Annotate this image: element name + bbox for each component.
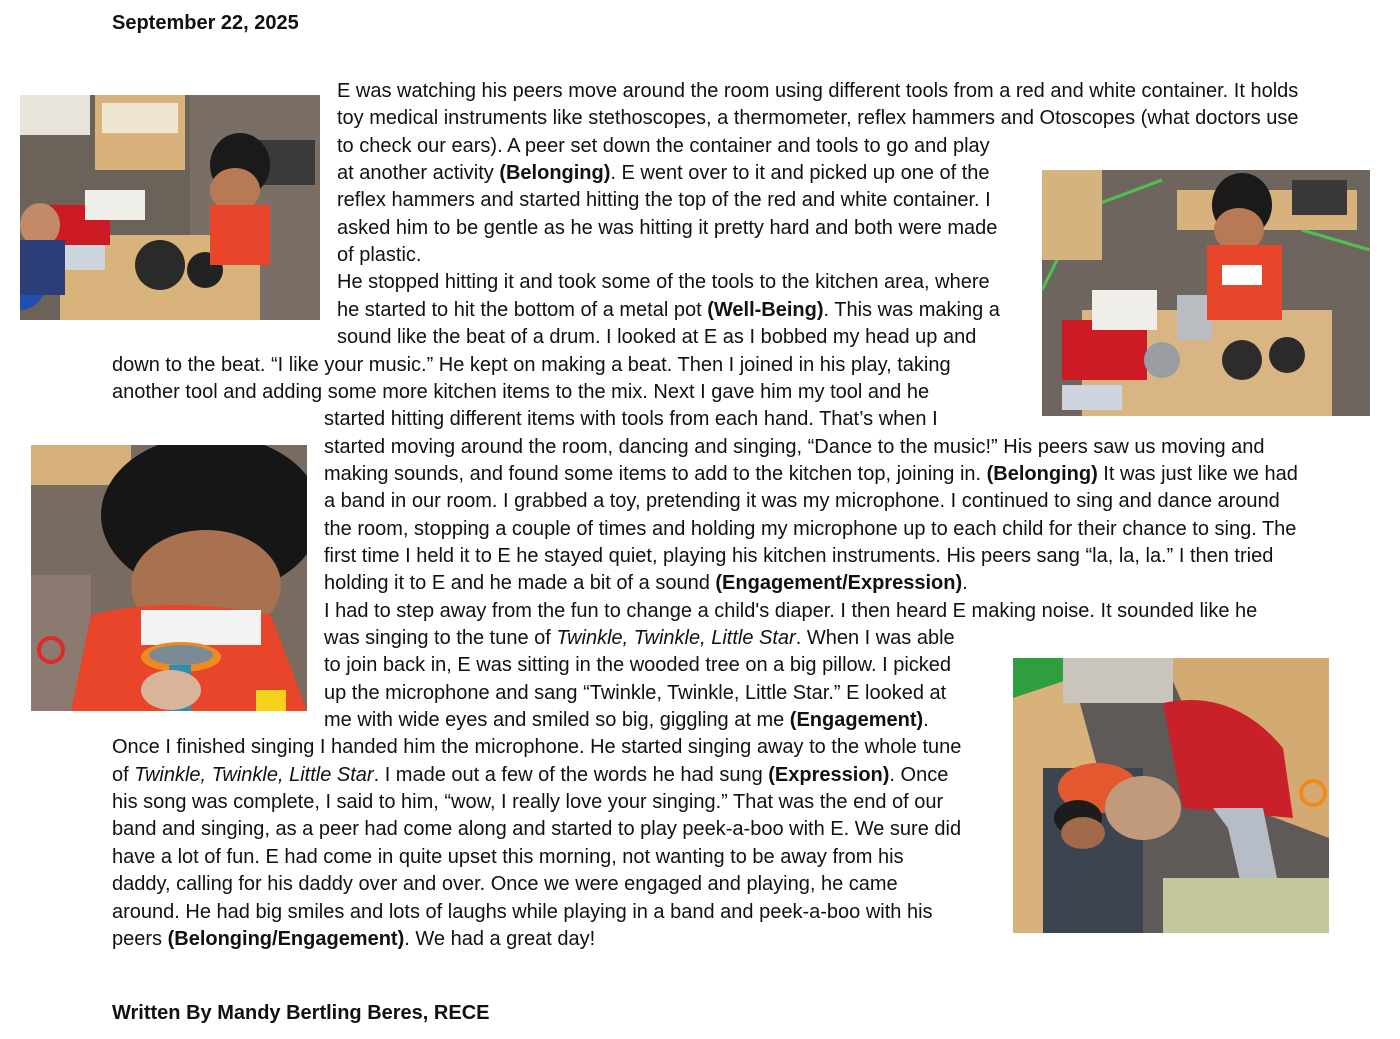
story-text: . We had a great day!	[404, 927, 596, 950]
story-text: a band in our room. I grabbed a toy, pretending it was my microphone. I continued to sing and dance around	[324, 490, 1280, 513]
story-line	[112, 816, 961, 843]
story-line	[112, 926, 595, 953]
story-line	[112, 789, 943, 816]
story-text: asked him to be gentle as he was hitting it pretty hard and both were made	[337, 216, 998, 239]
song-title: Twinkle, Twinkle, Little Star	[134, 763, 374, 786]
reflection-tag: (Well-Being)	[707, 298, 824, 321]
story-line	[337, 133, 990, 160]
story-line	[112, 762, 948, 789]
story-text: . I made out a few of the words he had sung	[373, 763, 769, 786]
story-line	[324, 488, 1280, 515]
song-title: Twinkle, Twinkle, Little Star	[556, 627, 796, 649]
story-line	[112, 352, 951, 379]
story-text: his song was complete, I said to him, “wow, I really love your singing.” That was the end of our	[112, 791, 944, 814]
story-text: . E went over to it and picked up one of the	[610, 162, 990, 185]
story-line	[112, 844, 904, 871]
story-line	[324, 680, 946, 707]
photo-kitchen-play-2	[1042, 170, 1370, 416]
story-text: reflex hammers and started hitting the top of the red and white container. I	[337, 189, 991, 212]
story-text: band and singing, as a peer had come along and started to play peek-a-boo with E. We sure did	[112, 818, 962, 841]
reflection-tag: (Expression)	[768, 763, 890, 786]
story-text: toy medical instruments like stethoscopes, a thermometer, reflex hammers and Otoscopes (what doctors use	[337, 107, 1299, 130]
reflection-tag: (Engagement/Expression)	[715, 572, 963, 595]
story-line	[324, 516, 1296, 543]
story-text: at another activity	[337, 162, 500, 185]
story-text: .	[923, 709, 929, 732]
story-line	[324, 543, 1273, 570]
story-line	[337, 187, 991, 214]
story-text: . When I was able	[795, 627, 955, 649]
reflection-tag: (Belonging)	[499, 162, 611, 185]
story-text: down to the beat. “I like your music.” He kept on making a beat. Then I joined in his play, taking	[112, 353, 951, 376]
reflection-tag: (Engagement)	[789, 709, 924, 732]
story-text: have a lot of fun. E had come in quite upset this morning, not wanting to be away from his	[112, 845, 904, 868]
story-line	[324, 652, 951, 679]
story-line	[337, 160, 990, 187]
story-text: first time I held it to E he stayed quiet, playing his kitchen instruments. His peers sang “la, la, la.” I then tried	[324, 544, 1274, 567]
story-line	[337, 215, 997, 242]
reflection-tag: (Belonging)	[986, 462, 1098, 485]
author-signature: Written By Mandy Bertling Beres, RECE	[112, 1002, 490, 1024]
story-line	[324, 434, 1265, 461]
story-line	[337, 105, 1299, 132]
story-line	[337, 269, 990, 296]
story-line	[324, 707, 929, 734]
story-line	[337, 297, 1000, 324]
story-text: of	[112, 763, 135, 786]
story-line	[324, 461, 1298, 488]
story-text: started moving around the room, dancing and singing, “Dance to the music!” His peers saw us moving and	[324, 435, 1265, 458]
story-text: He stopped hitting it and took some of the tools to the kitchen area, where	[337, 271, 990, 294]
story-line	[112, 379, 929, 406]
story-line	[112, 871, 898, 898]
story-line	[337, 242, 421, 269]
story-line	[324, 598, 1257, 625]
story-text: It was just like we had	[1097, 462, 1298, 485]
story-text: holding it to E and he made a bit of a sound	[324, 572, 716, 595]
story-text: started hitting different items with tools from each hand. That’s when I	[324, 408, 938, 431]
story-text: I had to step away from the fun to change a child's diaper. I then heard E making noise. It sounded like he	[324, 599, 1258, 622]
story-text: the room, stopping a couple of times and holding my microphone up to each child for their chance to sing. The	[324, 517, 1297, 540]
story-text: he started to hit the bottom of a metal pot	[337, 298, 708, 321]
story-text: sound like the beat of a drum. I looked at E as I bobbed my head up and	[337, 326, 977, 349]
story-text: me with wide eyes and smiled so big, giggling at me	[324, 709, 790, 732]
story-line	[324, 406, 938, 433]
story-line	[337, 78, 1298, 105]
story-text: around. He had big smiles and lots of laughs while playing in a band and peek-a-boo with his	[112, 900, 933, 923]
story-text: peers	[112, 927, 168, 950]
story-text: another tool and adding some more kitchen items to the mix. Next I gave him my tool and he	[112, 380, 930, 403]
story-line	[324, 570, 968, 597]
story-line	[337, 324, 976, 351]
story-text: up the microphone and sang “Twinkle, Twinkle, Little Star.” E looked at	[324, 681, 947, 704]
reflection-tag: (Belonging/Engagement)	[167, 927, 405, 950]
story-line	[324, 625, 955, 652]
story-text: daddy, calling for his daddy over and over. Once we were engaged and playing, he came	[112, 873, 898, 896]
document-date: September 22, 2025	[112, 12, 299, 34]
story-line	[112, 899, 933, 926]
story-text: .	[962, 572, 968, 595]
story-text: . This was making a	[823, 298, 1000, 321]
story-text: Once I finished singing I handed him the microphone. He started singing away to the whole tune	[112, 736, 962, 759]
photo-microphone-singing	[31, 445, 307, 711]
photo-peek-a-boo	[1013, 658, 1329, 933]
story-text: to check our ears). A peer set down the container and tools to go and play	[337, 134, 990, 157]
story-line	[112, 734, 961, 761]
story-text: to join back in, E was sitting in the wooded tree on a big pillow. I picked	[324, 654, 952, 677]
story-text: . Once	[889, 763, 949, 786]
story-text: of plastic.	[337, 244, 422, 267]
story-text: making sounds, and found some items to add to the kitchen top, joining in.	[324, 462, 987, 485]
photo-kitchen-play-1	[20, 95, 320, 320]
story-text: was singing to the tune of	[324, 627, 557, 649]
story-text: E was watching his peers move around the room using different tools from a red and white container. It holds	[337, 80, 1299, 102]
